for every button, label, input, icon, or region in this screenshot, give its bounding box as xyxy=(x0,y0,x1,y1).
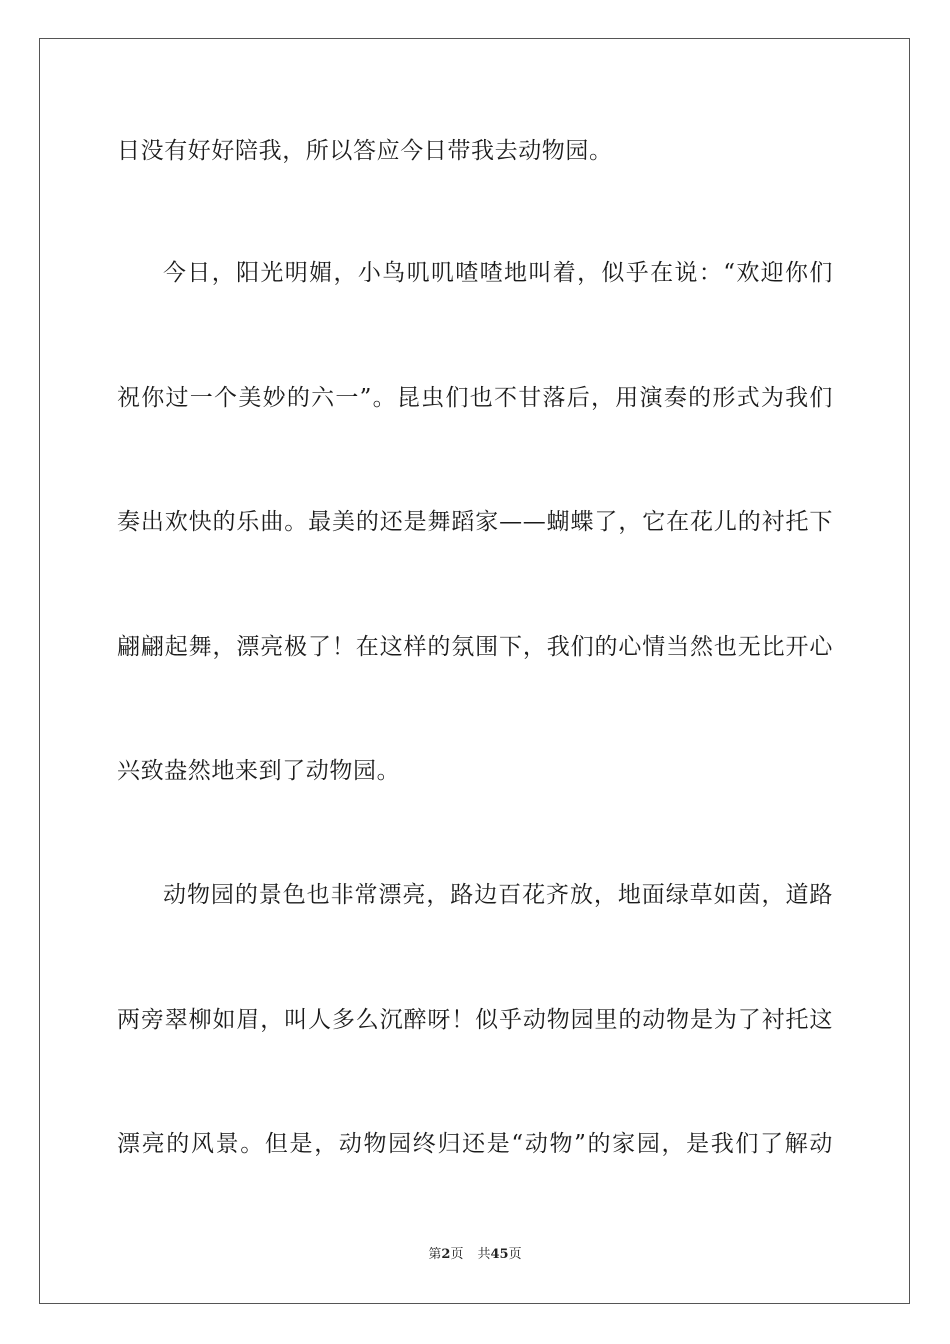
page-suffix: 页 xyxy=(450,1247,464,1262)
page-prefix: 第 xyxy=(428,1247,442,1262)
total-suffix: 页 xyxy=(508,1247,522,1262)
text-line: 祝你过一个美妙的六一”。昆虫们也不甘落后，用演奏的形式为我们 xyxy=(117,385,833,411)
page-number: 2 xyxy=(441,1247,451,1262)
page-border xyxy=(39,38,910,1304)
total-prefix: 共 xyxy=(477,1247,491,1262)
text-line: 两旁翠柳如眉，叫人多么沉醉呀！似乎动物园里的动物是为了衬托这 xyxy=(117,1007,833,1033)
text-line: 翩翩起舞，漂亮极了！在这样的氛围下，我们的心情当然也无比开心 xyxy=(117,634,833,660)
total-pages: 45 xyxy=(490,1247,509,1262)
text-line: 漂亮的风景。但是，动物园终归还是“动物”的家园，是我们了解动 xyxy=(117,1131,833,1157)
text-line: 奏出欢快的乐曲。最美的还是舞蹈家——蝴蝶了，它在花儿的衬托下 xyxy=(117,509,833,535)
text-line: 日没有好好陪我，所以答应今日带我去动物园。 xyxy=(117,138,613,164)
text-line: 兴致盎然地来到了动物园。 xyxy=(117,758,401,784)
text-line: 今日，阳光明媚，小鸟叽叽喳喳地叫着，似乎在说：“欢迎你们 xyxy=(163,260,833,286)
text-line: 动物园的景色也非常漂亮，路边百花齐放，地面绿草如茵，道路 xyxy=(163,882,833,908)
page-footer xyxy=(0,1247,950,1263)
